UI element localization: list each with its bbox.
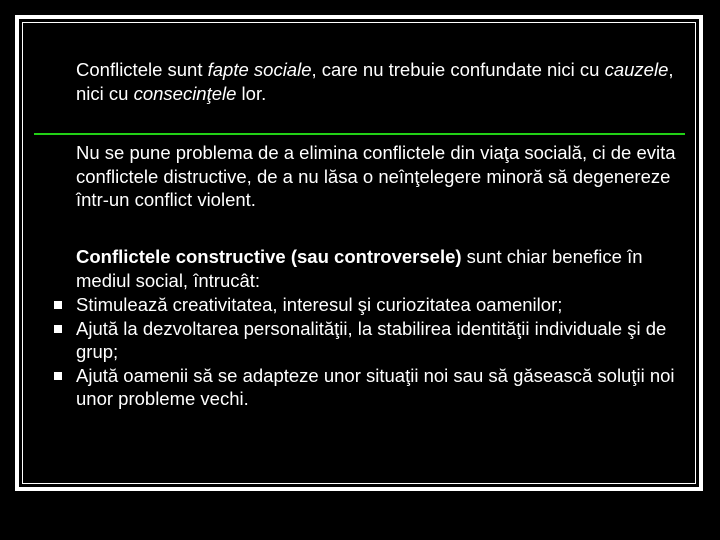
bullet-text: Stimulează creativitatea, interesul şi curiozitatea oamenilor;: [76, 294, 563, 315]
green-divider-line: [34, 133, 685, 135]
p1-text-1: Conflictele sunt: [76, 59, 208, 80]
square-bullet-icon: [54, 301, 62, 309]
paragraph-eliminate-conflicts: Nu se pune problema de a elimina conflictele din viaţa socială, ci de evita conflictele distructive, de a nu lăsa o neînţelegere minoră să degenereze într-un conflict violent.: [76, 142, 676, 210]
square-bullet-icon: [54, 372, 62, 380]
bullet-text: Ajută oamenii să se adapteze unor situaţii noi sau să găsească soluţii noi unor probleme vechi.: [76, 364, 675, 409]
p1-text-7: lor.: [236, 82, 267, 104]
paragraph-constructive-conflicts: [76, 245, 686, 292]
p3-text-rest: sunt chiar benefice în mediul social, întrucât:: [76, 246, 643, 291]
list-item: [0, 317, 720, 364]
p1-italic-fapte-sociale: fapte sociale: [207, 59, 312, 80]
p1-italic-consecintele: consecinţele: [133, 82, 237, 104]
bullet-text: Ajută la dezvoltarea personalităţii, la stabilirea identităţii individuale şi de grup;: [76, 317, 667, 362]
benefits-bullet-list: [0, 293, 720, 411]
square-bullet-icon: [54, 325, 62, 333]
p1-text-5: , nici cu: [76, 59, 674, 104]
paragraph-conflicts-social-facts: [76, 58, 686, 105]
p1-italic-cauzele: cauzele: [604, 59, 669, 80]
p3-bold-heading: Conflictele constructive (sau controversele): [76, 246, 462, 267]
p1-text-3: , care nu trebuie confundate nici cu: [311, 59, 605, 80]
list-item: [0, 364, 720, 411]
list-item: [0, 293, 720, 317]
